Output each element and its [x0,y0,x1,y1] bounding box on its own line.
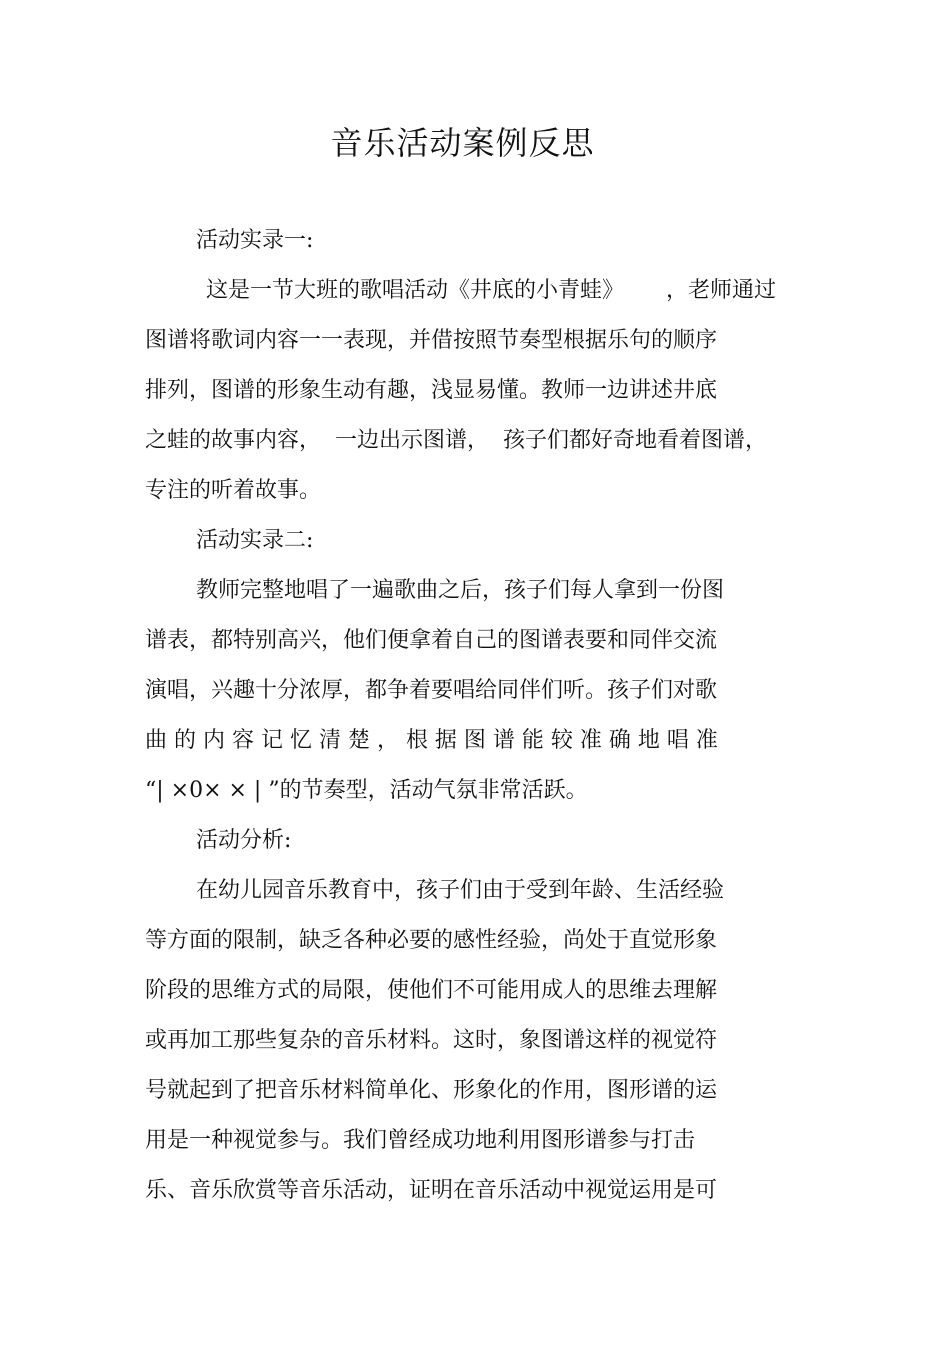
paragraph-line: 排列，图谱的形象生动有趣，浅显易懂。教师一边讲述井底 [145,378,718,403]
paragraph-line: 之蛙的故事内容， 一边出示图谱， 孩子们都好奇地看着图谱， [145,428,767,453]
section-heading-record-2: 活动实录二: [196,528,314,553]
paragraph-line: 乐、音乐欣赏等音乐活动，证明在音乐活动中视觉运用是可 [145,1178,718,1203]
paragraph-line: 用是一种视觉参与。我们曾经成功地利用图形谱参与打击 [145,1128,696,1153]
paragraph-line: “| ×0× × | ”的节奏型，活动气氛非常活跃。 [145,778,588,803]
paragraph-line: 教师完整地唱了一遍歌曲之后，孩子们每人拿到一份图 [196,578,725,603]
section-heading-record-1: 活动实录一: [196,228,314,253]
paragraph-line: 在幼儿园音乐教育中，孩子们由于受到年龄、生活经验 [196,878,725,903]
paragraph-line: 曲 的 内 容 记 忆 清 楚 ， 根 据 图 谱 能 较 准 确 地 唱 准 [145,728,718,753]
paragraph-line: 这是一节大班的歌唱活动《井底的小青蛙》 ，老师通过 [206,278,776,303]
document-title: 音乐活动案例反思 [330,124,595,162]
paragraph-line: 专注的听着故事。 [145,478,322,503]
paragraph-line: 号就起到了把音乐材料简单化、形象化的作用，图形谱的运 [145,1078,718,1103]
section-heading-analysis: 活动分析: [196,828,292,853]
paragraph-line: 阶段的思维方式的局限，使他们不可能用成人的思维去理解 [145,978,718,1003]
paragraph-line: 等方面的限制，缺乏各种必要的感性经验，尚处于直觉形象 [145,928,718,953]
paragraph-line: 图谱将歌词内容一一表现，并借按照节奏型根据乐句的顺序 [145,328,718,353]
paragraph-line: 演唱，兴趣十分浓厚，都争着要唱给同伴们听。孩子们对歌 [145,678,718,703]
paragraph-line: 谱表，都特别高兴，他们便拿着自己的图谱表要和同伴交流 [145,628,718,653]
paragraph-line: 或再加工那些复杂的音乐材料。这时，象图谱这样的视觉符 [145,1028,718,1053]
